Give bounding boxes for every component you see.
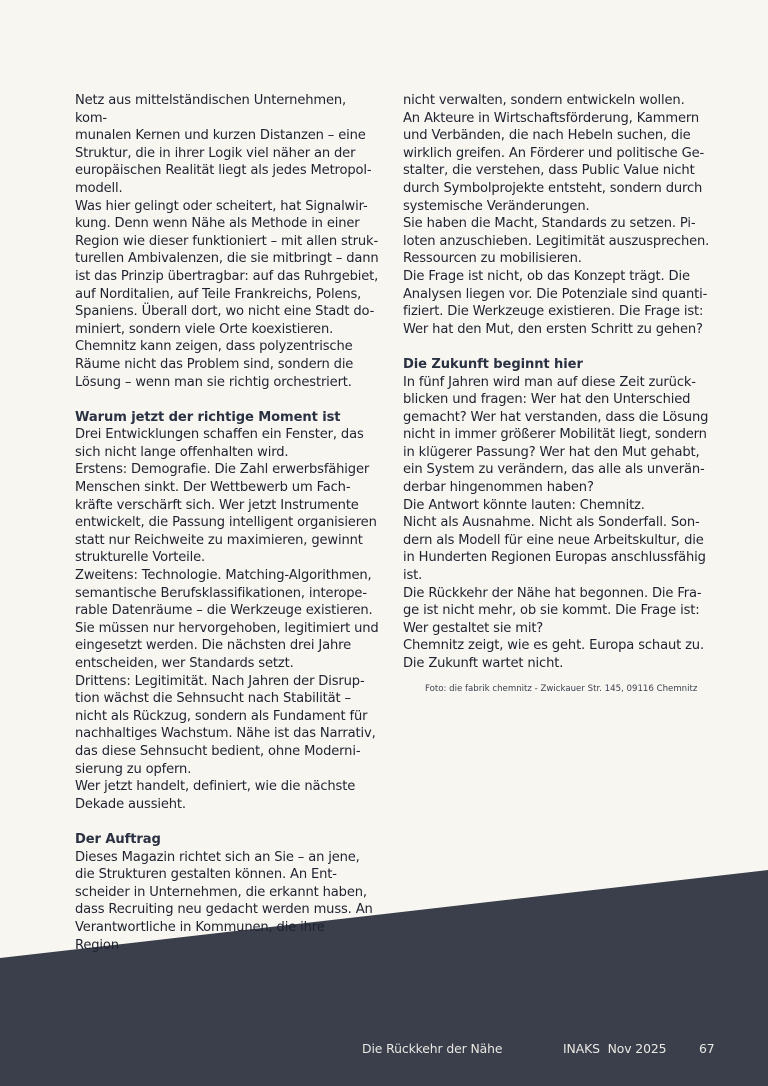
right-paragraph-2: In fünf Jahren wird man auf diese Zeit zurück- blicken und fragen: Wer hat den Unterschied gemacht? Wer hat verstanden, dass die Lösung nicht in immer größerer Mobilität liegt, sondern in klügerer Passung? Wer hat den Mut gehabt, ein System zu verändern, das alle als unverän- derbar hingenommen haben? Die Antwort könnte lauten: Chemnitz. Nicht als Ausnahme. Nicht als Sonderfall. Son- dern als Modell für eine neue Arbeitskultur, die in Hunderten Regionen Europas anschlussfähig ist. Die Rückkehr der Nähe hat begonnen. Die Fra- ge ist nicht mehr, ob sie kommt. Die Frage ist: Wer gestaltet sie mit? Chemnitz zeigt, wie es geht. Europa schaut zu. Die Zukunft wartet nicht. bbox=[403, 374, 709, 671]
left-column bbox=[75, 92, 380, 954]
left-paragraph-2: Was hier gelingt oder scheitert, hat Signalwir- kung. Denn wenn Nähe als Methode in einer Region wie dieser funktioniert – mit allen struk- turellen Ambivalenzen, die sie mitbringt – dann ist das Prinzip übertragbar: auf das Ruhrgebiet, auf Norditalien, auf Teile Frankreichs, Polens, Spaniens. Überall dort, wo nicht eine Stadt do- miniert, sondern viele Orte koexistieren. Chemnitz kann zeigen, dass polyzentrische Räume nicht das Problem sind, sondern die Lösung – wenn man sie richtig orchestriert. bbox=[75, 198, 379, 390]
left-paragraph-3: Drei Entwicklungen schaffen ein Fenster, das sich nicht lange offenhalten wird. Erstens: Demografie. Die Zahl erwerbsfähiger Menschen sinkt. Der Wettbewerb um Fach- kräfte verschärft sich. Wer jetzt Instrumente entwickelt, die Passung intelligent organisieren statt nur Reichweite zu maximieren, gewinnt strukturelle Vorteile. Zweitens: Technologie. Matching-Algorithmen, semantische Berufsklassifikationen, interope- rable Datenräume – die Werkzeuge existieren. Sie müssen nur hervorgehoben, legitimiert und eingesetzt werden. Die nächsten drei Jahre entscheiden, wer Standards setzt. Drittens: Legitimität. Nach Jahren der Disrup- tion wächst die Sehnsucht nach Stabilität – nicht als Rückzug, sondern als Fundament für nachhaltiges Wachstum. Nähe ist das Narrativ, das diese Sehnsucht bedient, ohne Moderni- sierung zu opfern. Wer jetzt handelt, definiert, wie die nächste Dekade aussieht. bbox=[75, 427, 379, 812]
footer-page-number: 67 bbox=[699, 1041, 715, 1056]
right-paragraph-1: nicht verwalten, sondern entwickeln wollen. An Akteure in Wirtschaftsförderung, Kammern und Verbänden, die nach Hebeln suchen, die wirklich greifen. An Förderer und politische Ge- stalter, die verstehen, dass Public Value nicht durch Symbolprojekte entsteht, sondern durch systemische Veränderungen. Sie haben die Macht, Standards zu setzen. Pi- loten anzuschieben. Legitimität auszusprechen. Ressourcen zu mobilisieren. Die Frage ist nicht, ob das Konzept trägt. Die Analysen liegen vor. Die Potenziale sind quanti- fiziert. Die Werkzeuge existieren. Die Frage ist: Wer hat den Mut, den ersten Schritt zu gehen? bbox=[403, 93, 710, 337]
heading-warum-jetzt: Warum jetzt der richtige Moment ist bbox=[75, 409, 341, 425]
footer-magazine-issue: INAKS Nov 2025 bbox=[563, 1041, 667, 1056]
footer-article-title: Die Rückkehr der Nähe bbox=[362, 1041, 503, 1056]
photo-caption: Foto: die fabrik chemnitz - Zwickauer Str. 145, 09116 Chemnitz bbox=[425, 684, 698, 694]
left-paragraph-1: Netz aus mittelständischen Unternehmen, kom- munalen Kernen und kurzen Distanzen – eine Struktur, die in ihrer Logik viel näher an der europäischen Realität liegt als jedes Metropol- modell. bbox=[75, 93, 372, 196]
right-column bbox=[403, 92, 713, 673]
heading-der-auftrag: Der Auftrag bbox=[75, 831, 161, 847]
left-paragraph-4: Dieses Magazin richtet sich an Sie – an jene, die Strukturen gestalten können. An Ent- scheider in Unternehmen, die erkannt haben, dass Recruiting neu gedacht werden muss. An Verantwortliche in Kommunen, die ihre Region bbox=[75, 849, 373, 953]
heading-die-zukunft: Die Zukunft beginnt hier bbox=[403, 356, 583, 372]
